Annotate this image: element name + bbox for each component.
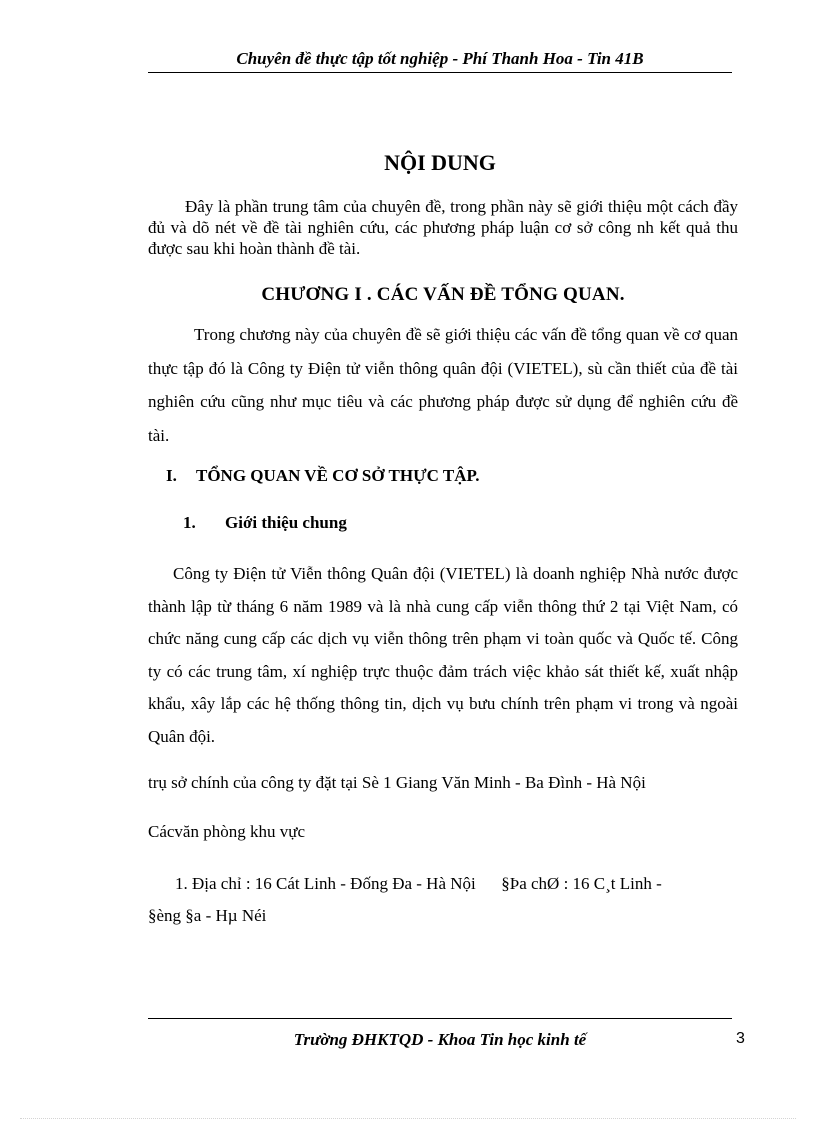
section-number: I. (166, 466, 177, 485)
company-description: Công ty Điện tử Viễn thông Quân đội (VIETEL) là doanh nghiệp Nhà nước được thành lập từ tháng 6 năm 1989 và là nhà cung cấp viễn thông thứ 2 tại Việt Nam, có chức năng cung cấp các dịch vụ viễn thông trên phạm vi toàn quốc và Quốc tế. Công ty có các trung tâm, xí nghiệp trực thuộc đảm trách việc khảo sát thiết kế, xuất nhập khẩu, xây lắp các hệ thống thông tin, dịch vụ bưu chính trên phạm vi trong và ngoài Quân đội. (148, 564, 738, 746)
header-rule (148, 72, 732, 73)
subsection-title: Giới thiệu chung (225, 513, 347, 532)
address-line-2: §èng §a - Hµ Néi (148, 906, 267, 925)
subsection-heading (183, 513, 347, 533)
intro-paragraph: Đây là phần trung tâm của chuyên đề, trong phần này sẽ giới thiệu một cách đầy đủ và dõ nét về đề tài nghiên cứu, các phương pháp luận cơ sở công nh kết quả thu được sau khi hoàn thành đề tài. (148, 197, 738, 258)
chapter-heading: CHƯƠNG I . CÁC VẤN ĐỀ TỔNG QUAN. (261, 284, 625, 305)
chapter-description: Trong chương này của chuyên đề sẽ giới thiệu các vấn đề tổng quan về cơ quan thực tập đó là Công ty Điện tử viễn thông quân đội (VIETEL), sù cần thiết của đề tài nghiên cứu cũng như mục tiêu và các phương pháp được sử dụng để nghiên cứu đề tài. (148, 325, 738, 445)
section-heading (166, 466, 480, 486)
regional-offices-label: Cácvăn phòng khu vực (148, 822, 305, 841)
footer-rule (148, 1018, 732, 1019)
page-title: NỘI DUNG (384, 150, 496, 175)
section-title: TỔNG QUAN VỀ CƠ SỞ THỰC TẬP. (196, 466, 480, 485)
headquarters-line: trụ sở chính của công ty đặt tại Sè 1 Giang Văn Minh - Ba Đình - Hà Nội (148, 773, 646, 792)
address-line-1: 1. Địa chỉ : 16 Cát Linh - Đống Đa - Hà Nội §Þa chØ : 16 C¸t Linh - (175, 874, 662, 893)
subsection-number: 1. (183, 513, 196, 532)
running-header: Chuyên đề thực tập tốt nghiệp - Phí Thanh Hoa - Tin 41B (236, 49, 644, 68)
page-bottom-divider (20, 1118, 796, 1119)
running-footer: Trường ĐHKTQD - Khoa Tin học kinh tế (293, 1030, 587, 1049)
page-number: 3 (736, 1030, 745, 1047)
